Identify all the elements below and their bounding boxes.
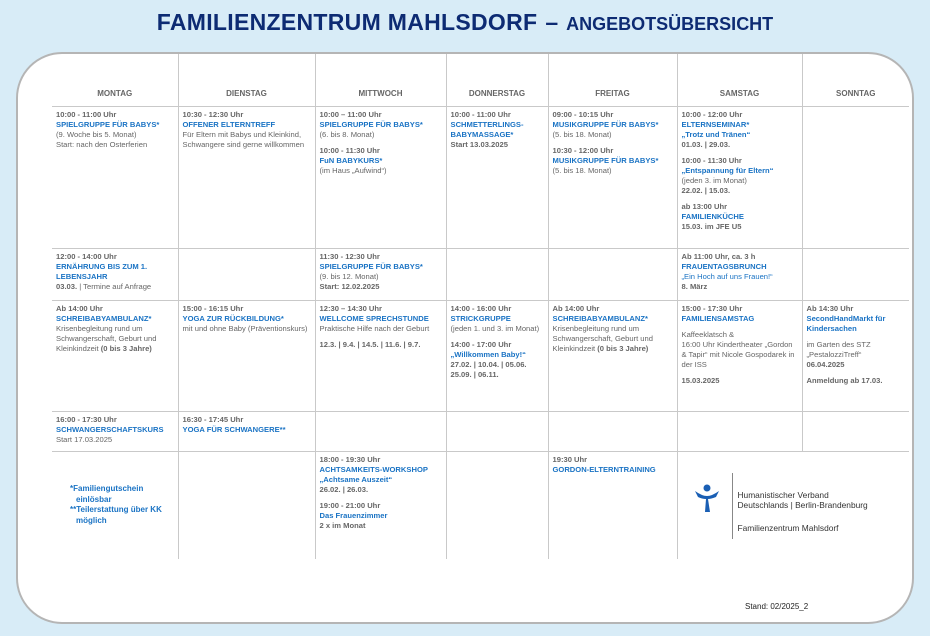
table-row [52,451,909,559]
col-sunday: SONNTAG [802,54,909,106]
event-detail: 26.02. | 26.03. [319,484,369,494]
event-date: 03.03. [56,281,78,291]
event-time: 18:00 - 19:30 Uhr [319,454,381,464]
col-tuesday: DIENSTAG [178,54,315,106]
event-title: SecondHandMarkt für Kindersachen [806,313,886,333]
event-detail: Praktische Hilfe nach der Geburt [319,323,430,333]
cell-di-5 [178,451,315,559]
cell-mi-5 [315,451,446,559]
event-detail: 15.03. im JFE U5 [681,222,742,232]
event-time: 15:00 - 16:15 Uhr [182,303,244,313]
event-title: SCHMETTERLINGS-BABYMASSAGE* [450,119,524,139]
event-title: „Entspannung für Eltern“ [681,165,774,175]
cell-di-4 [178,411,315,451]
cell-mo-5 [52,451,178,559]
cell-fr-5 [548,451,677,559]
cell-sa-4 [677,411,802,451]
event-time: 10:30 - 12:00 Uhr [552,145,614,155]
event-time: Ab 11:00 Uhr, ca. 3 h [681,251,756,261]
table-row [52,248,909,300]
event-detail: (5. bis 18. Monat) [552,129,612,139]
cell-mi-2 [315,248,446,300]
event-title: ELTERNSEMINAR* [681,119,750,129]
event-detail: (9. bis 12. Monat) [319,271,379,281]
event-detail: 8. März [681,281,708,291]
cell-mi-3 [315,300,446,411]
event-time: 10:00 - 12:00 Uhr [681,109,743,119]
cell-fr-4 [548,411,677,451]
event-detail: | Termine auf Anfrage [77,281,152,291]
event-title: FRAUENTAGSBRUNCH [681,261,767,271]
event-title: SPIELGRUPPE FÜR BABYS* [319,261,423,271]
event-detail: mit und ohne Baby (Präventionskurs) [182,323,308,333]
footnote-line: einlösbar [76,494,112,504]
event-time: 10:30 - 12:30 Uhr [182,109,244,119]
event-time: 14:00 - 17:00 Uhr [450,339,512,349]
org-line-3: Familienzentrum Mahlsdorf [737,522,839,533]
event-title: ERNÄHRUNG BIS ZUM 1. LEBENSJAHR [56,261,148,281]
event-detail: (0 bis 3 Jahre) [597,343,649,353]
header-row [52,54,909,106]
cell-mo-2 [52,248,178,300]
event-detail: Start 17.03.2025 [56,434,113,444]
event-detail: (5. bis 18. Monat) [552,165,612,175]
event-detail: Start: 12.02.2025 [319,281,380,291]
event-title: GORDON-ELTERNTRAINING [552,464,656,474]
event-detail: 22.02. | 15.03. [681,186,731,196]
event-title: SPIELGRUPPE FÜR BABYS* [56,119,160,129]
event-time: Ab 14:30 Uhr [806,303,854,313]
event-time: 19:30 Uhr [552,454,588,464]
event-detail: (0 bis 3 Jahre) [100,343,152,353]
event-detail: Anmeldung ab 17.03. [806,376,883,386]
event-dates: 27.02. | 10.04. | 05.06. 25.09. | 06.11. [450,359,527,380]
cell-fr-1 [548,106,677,248]
event-detail: Für Eltern mit Babys und Kleinkind, Schwangere sind gerne willkommen [182,129,305,149]
event-detail: Krisenbegleitung rund um Schwangerschaft, Geburt und Kleinkindzeit [56,323,157,353]
event-detail: 2 x im Monat [319,521,366,531]
col-friday: FREITAG [548,54,677,106]
event-title: FAMILIENSAMSTAG [681,313,755,323]
event-detail: (im Haus „Aufwind“) [319,165,387,175]
event-time: 10:00 - 11:00 Uhr [56,109,117,119]
event-time: 10:00 - 11:30 Uhr [681,155,742,165]
event-time: 12:30 – 14:30 Uhr [319,303,382,313]
event-detail: (6. bis 8. Monat) [319,129,375,139]
cell-do-3 [446,300,548,411]
cell-so-1 [802,106,909,248]
footnote-line: *Familiengutschein [70,484,144,494]
event-time: 12:00 - 14:00 Uhr [56,251,117,261]
title-subtitle: ANGEBOTSÜBERSICHT [566,14,774,34]
event-title: MUSIKGRUPPE FÜR BABYS* [552,155,659,165]
event-title: SCHWANGERSCHAFTSKURS [56,424,164,434]
cell-fr-2 [548,248,677,300]
cell-mo-4 [52,411,178,451]
event-time: Ab 14:00 Uhr [56,303,103,313]
title-separator: – [545,9,559,35]
table-row [52,411,909,451]
cell-sa-1 [677,106,802,248]
event-time: 09:00 - 10:15 Uhr [552,109,614,119]
cell-so-4 [802,411,909,451]
cell-do-4 [446,411,548,451]
cell-sa-2 [677,248,802,300]
event-detail: Krisenbegleitung rund um Schwangerschaft, Geburt und Kleinkindzeit [552,323,653,353]
version-stamp: Stand: 02/2025_2 [745,602,809,611]
cell-sa-3 [677,300,802,411]
cell-mo-3 [52,300,178,411]
hvd-logo-icon [694,483,720,513]
event-title: YOGA ZUR RÜCKBILDUNG* [182,313,284,323]
col-thursday: DONNERSTAG [446,54,548,106]
event-title: FAMILIENKÜCHE [681,212,744,222]
org-line-2: Deutschlands | Berlin-Brandenburg [737,500,868,510]
event-time: 10:00 - 11:30 Uhr [319,145,380,155]
title-main: FAMILIENZENTRUM MAHLSDORF [156,9,538,35]
cell-di-2 [178,248,315,300]
cell-fr-3 [548,300,677,411]
event-dates: 12.3. | 9.4. | 14.5. | 11.6. | 9.7. [319,339,421,349]
cell-do-1 [446,106,548,248]
event-title: WELLCOME SPRECHSTUNDE [319,313,429,323]
event-detail: Start: nach den Osterferien [56,139,148,149]
logo-block [682,455,906,555]
event-detail: im Garten des STZ „PestalozziTreff“ [806,339,871,359]
event-title: SCHREIBABYAMBULANZ* [552,313,648,323]
table-row [52,300,909,411]
schedule-card [16,52,914,624]
schedule-table [52,54,909,559]
footnotes [56,484,174,526]
event-time: 16:30 - 17:45 Uhr [182,414,244,424]
col-saturday: SAMSTAG [677,54,802,106]
event-detail: (jeden 3. im Monat) [681,176,747,186]
event-title: „Trotz und Tränen“ [681,129,751,139]
org-line-1: Humanistischer Verband [737,489,829,500]
cell-so-2 [802,248,909,300]
event-detail: 16:00 Uhr Kindertheater „Gordon & Tapir“ mit Nicole Gospodarek in der ISS [681,339,795,369]
event-title: „Achtsame Auszeit“ [319,474,393,484]
event-time: 10:00 - 11:00 Uhr [450,109,511,119]
event-time: 14:00 - 16:00 Uhr [450,303,512,313]
event-time: Ab 14:00 Uhr [552,303,600,313]
footnote-line: **Teilerstattung über KK [70,505,162,515]
event-title: OFFENER ELTERNTREFF [182,119,276,129]
cell-do-5 [446,451,548,559]
event-detail: Start 13.03.2025 [450,139,508,149]
event-title: STRICKGRUPPE [450,313,511,323]
event-title: YOGA FÜR SCHWANGERE** [182,424,286,434]
event-title: SCHREIBABYAMBULANZ* [56,313,152,323]
event-detail: Kaffeeklatsch & [681,329,735,339]
event-detail: (jeden 1. und 3. im Monat) [450,323,540,333]
event-time: 11:30 - 12:30 Uhr [319,251,380,261]
event-detail: 01.03. | 29.03. [681,139,731,149]
col-monday: MONTAG [52,54,178,106]
event-title: SPIELGRUPPE FÜR BABYS* [319,119,423,129]
event-title: MUSIKGRUPPE FÜR BABYS* [552,119,659,129]
footnote-line: möglich [76,515,107,525]
event-time: 19:00 - 21:00 Uhr [319,500,381,510]
cell-so-3 [802,300,909,411]
event-title: ACHTSAMKEITS-WORKSHOP [319,464,428,474]
logo-divider [732,473,733,539]
event-title: FuN BABYKURS* [319,155,383,165]
table-row [52,106,909,248]
page-title [0,9,930,36]
cell-mo-1 [52,106,178,248]
event-date: 15.03.2025 [681,376,720,386]
event-detail: (9. Woche bis 5. Monat) [56,129,137,139]
event-title: Das Frauenzimmer [319,510,388,520]
event-detail: „Ein Hoch auf uns Frauen!“ [681,271,773,281]
cell-di-1 [178,106,315,248]
logo-cell [677,451,909,559]
org-name [738,490,868,534]
cell-mi-4 [315,411,446,451]
event-time: 15:00 - 17:30 Uhr [681,303,743,313]
event-time: ab 13:00 Uhr [681,202,728,212]
cell-mi-1 [315,106,446,248]
col-wednesday: MITTWOCH [315,54,446,106]
cell-di-3 [178,300,315,411]
cell-do-2 [446,248,548,300]
event-date: 06.04.2025 [806,359,845,369]
event-title: „Willkommen Baby!“ [450,349,526,359]
event-time: 10:00 – 11:00 Uhr [319,109,382,119]
event-time: 16:00 - 17:30 Uhr [56,414,117,424]
